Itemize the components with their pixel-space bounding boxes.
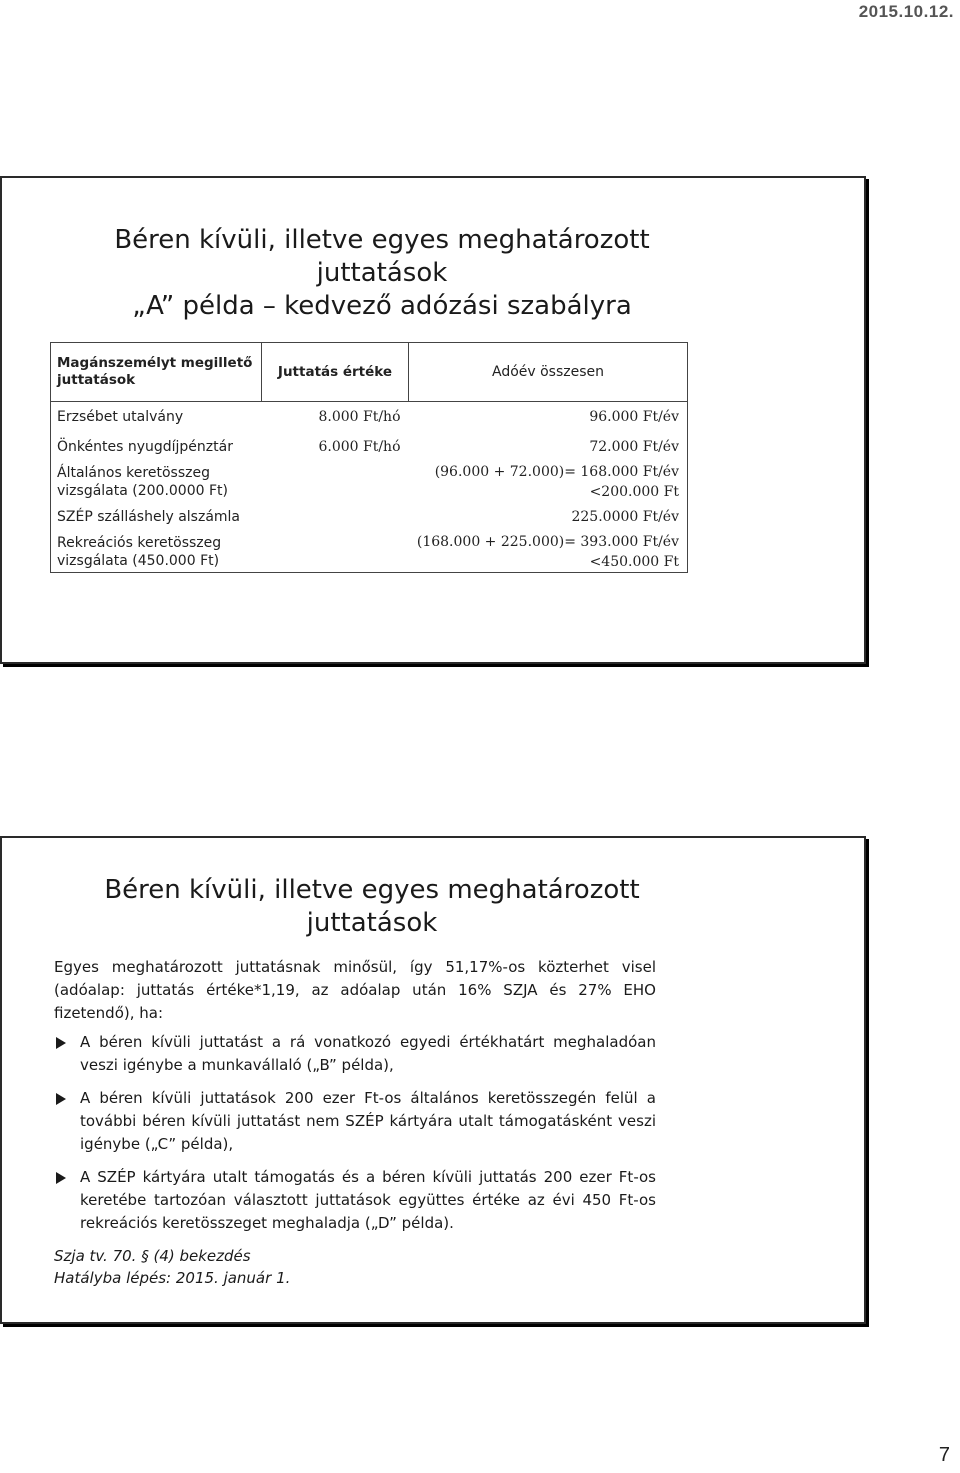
table-row: [51, 462, 688, 502]
slide-example-a: [0, 176, 866, 664]
row-label: Általános keretösszeg vizsgálata (200.0000 Ft): [51, 462, 262, 502]
row-total: 72.000 Ft/év: [409, 432, 688, 462]
row-total-line1: (168.000 + 225.000)= 393.000 Ft/év: [416, 534, 679, 550]
row-value: [262, 462, 409, 502]
header-benefits: Magánszemélyt megillető juttatások: [51, 343, 262, 402]
row-total: 96.000 Ft/év: [409, 402, 688, 433]
slide1-title-line1: Béren kívüli, illetve egyes meghatározott: [114, 225, 650, 255]
slide-specific-benefits: [0, 836, 866, 1324]
row-label: Erzsébet utalvány: [51, 402, 262, 433]
slide2-title-line2: juttatások: [306, 908, 438, 938]
row-total-line1: (96.000 + 72.000)= 168.000 Ft/év: [434, 464, 679, 480]
list-item: [54, 1031, 656, 1077]
header-total: Adóév összesen: [409, 343, 688, 402]
row-label: Önkéntes nyugdíjpénztár: [51, 432, 262, 462]
list-item-text: A béren kívüli juttatást a rá vonatkozó egyedi értékhatárt meghaladóan veszi igénybe a munkavállaló („B” példa),: [80, 1033, 656, 1074]
row-total-line2: <450.000 Ft: [589, 554, 679, 570]
table-row: [51, 532, 688, 573]
row-total: [409, 532, 688, 573]
row-value: [262, 532, 409, 573]
slide2-title-line1: Béren kívüli, illetve egyes meghatározott: [104, 875, 640, 905]
table-row: [51, 402, 688, 433]
list-item-text: A béren kívüli juttatások 200 ezer Ft-os általános keretösszegén felül a további béren kívüli juttatást nem SZÉP kártyára utalt támogatásként veszi igénybe („C” példa),: [80, 1089, 656, 1153]
slide2-body: [54, 956, 656, 1289]
list-item: [54, 1166, 656, 1235]
row-total: [409, 462, 688, 502]
table-row: [51, 502, 688, 532]
list-item-text: A SZÉP kártyára utalt támogatás és a béren kívüli juttatás 200 ezer Ft-os keretébe tartozóan választott juttatások együttes értéke az évi 450 Ft-os rekreációs keretösszeget meghaladja („D” példa).: [80, 1168, 656, 1232]
slide2-intro: Egyes meghatározott juttatásnak minősül, így 51,17%-os közterhet visel (adóalap: juttatás értéke*1,19, az adóalap után 16% SZJA és 27% EHO fizetendő), ha:: [54, 958, 656, 1022]
row-value: 6.000 Ft/hó: [318, 439, 401, 455]
table-header-row: [51, 343, 688, 402]
slide2-title: [52, 874, 692, 940]
table-row: [51, 432, 688, 462]
row-total: 225.0000 Ft/év: [409, 502, 688, 532]
row-label: Rekreációs keretösszeg vizsgálata (450.000 Ft): [51, 532, 262, 573]
row-value: 8.000 Ft/hó: [318, 409, 401, 425]
effective-date: Hatályba lépés: 2015. január 1.: [54, 1269, 291, 1287]
condition-list: [54, 1031, 656, 1235]
bullet-triangle-icon: [56, 1093, 66, 1105]
slide1-title-line2: juttatások: [316, 258, 448, 288]
bullet-triangle-icon: [56, 1037, 66, 1049]
header-date: 2015.10.12.: [858, 2, 954, 21]
header-value: Juttatás értéke: [262, 343, 409, 402]
slide1-title-line3: „A” példa – kedvező adózási szabályra: [132, 291, 632, 321]
list-item: [54, 1087, 656, 1156]
law-reference: Szja tv. 70. § (4) bekezdés: [54, 1247, 251, 1265]
bullet-triangle-icon: [56, 1172, 66, 1184]
row-total-line2: <200.000 Ft: [589, 484, 679, 500]
benefits-table: [50, 342, 688, 573]
slide1-title: [52, 224, 712, 323]
row-label: SZÉP szálláshely alszámla: [51, 502, 262, 532]
row-value: [262, 502, 409, 532]
page-number: 7: [938, 1444, 950, 1466]
